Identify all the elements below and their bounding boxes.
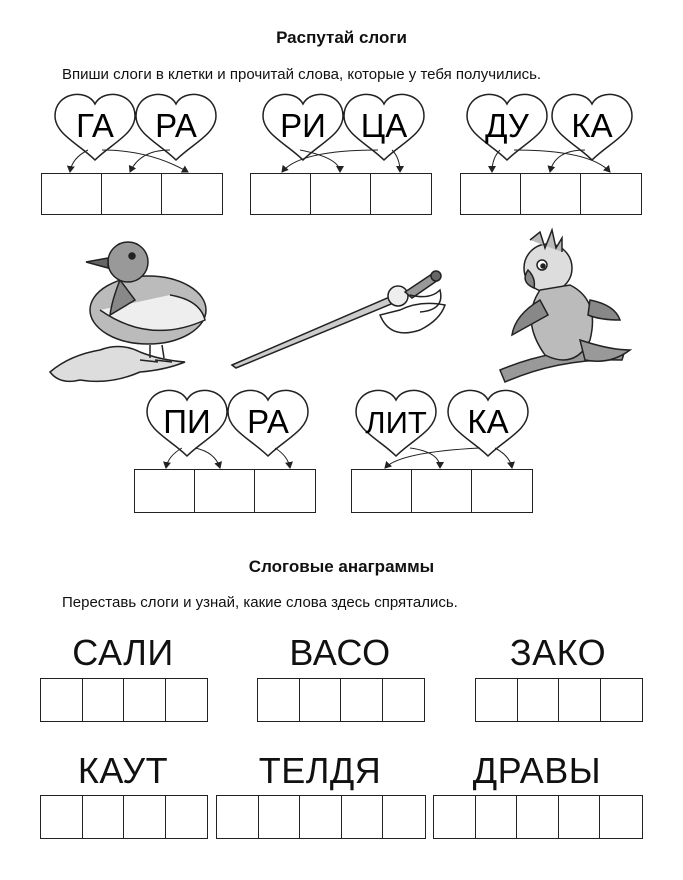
puzzle-2: [263, 94, 424, 172]
syllable: ГА: [76, 107, 114, 144]
answer-cell[interactable]: [195, 470, 255, 512]
anagram-cells-6[interactable]: [433, 795, 643, 839]
answer-cell[interactable]: [251, 174, 311, 214]
anagram-word: КАУТ: [77, 750, 169, 791]
section2-title: Слоговые анаграммы: [248, 557, 435, 576]
section1-title: Распутай слоги: [276, 28, 407, 47]
anagram-cells-2[interactable]: [257, 678, 425, 722]
anagram-word: ТЕЛДЯ: [258, 750, 382, 791]
puzzle-3: [467, 94, 632, 172]
answer-cell[interactable]: [311, 174, 371, 214]
syllable: КА: [571, 107, 613, 144]
anagram-cells-1[interactable]: [40, 678, 208, 722]
answer-cell[interactable]: [166, 796, 208, 838]
anagram-cells-3[interactable]: [475, 678, 643, 722]
answer-cell[interactable]: [581, 174, 641, 214]
answer-cell[interactable]: [518, 679, 560, 721]
answer-cell[interactable]: [434, 796, 476, 838]
answer-cell[interactable]: [476, 679, 518, 721]
duck-icon: [50, 242, 206, 381]
answer-cell[interactable]: [600, 796, 642, 838]
answer-cell[interactable]: [476, 796, 518, 838]
answer-cell[interactable]: [461, 174, 521, 214]
answer-cell[interactable]: [383, 796, 425, 838]
answer-cell[interactable]: [341, 679, 383, 721]
anagram-word: САЛИ: [72, 632, 174, 673]
puzzle-4: [147, 390, 308, 468]
answer-cell[interactable]: [371, 174, 431, 214]
syllable: КА: [467, 403, 509, 440]
answer-cells-4[interactable]: [134, 469, 316, 513]
answer-cell[interactable]: [383, 679, 425, 721]
answer-cell[interactable]: [102, 174, 162, 214]
answer-cell[interactable]: [162, 174, 222, 214]
answer-cell[interactable]: [472, 470, 532, 512]
answer-cell[interactable]: [124, 796, 166, 838]
answer-cell[interactable]: [352, 470, 412, 512]
anagram-cells-5[interactable]: [216, 795, 426, 839]
answer-cell[interactable]: [41, 679, 83, 721]
answer-cell[interactable]: [300, 796, 342, 838]
answer-cell[interactable]: [342, 796, 384, 838]
answer-cell[interactable]: [255, 470, 315, 512]
anagram-word: ДРАВЫ: [472, 750, 602, 791]
puzzle-1: [55, 94, 216, 172]
syllable: ЦА: [360, 107, 408, 144]
syllable: ДУ: [485, 107, 529, 144]
answer-cell[interactable]: [217, 796, 259, 838]
answer-cells-5[interactable]: [351, 469, 533, 513]
answer-cell[interactable]: [83, 796, 125, 838]
puzzle-5: [356, 390, 528, 468]
answer-cell[interactable]: [83, 679, 125, 721]
syllable: РА: [247, 403, 289, 440]
answer-cell[interactable]: [412, 470, 472, 512]
answer-cells-3[interactable]: [460, 173, 642, 215]
answer-cell[interactable]: [135, 470, 195, 512]
section1-instruction: Впиши слоги в клетки и прочитай слова, которые у тебя получились.: [62, 66, 542, 83]
answer-cell[interactable]: [259, 796, 301, 838]
syllable: РА: [155, 107, 197, 144]
answer-cell[interactable]: [124, 679, 166, 721]
anagram-cells-4[interactable]: [40, 795, 208, 839]
anagram-word: ВАСО: [289, 632, 391, 673]
answer-cell[interactable]: [42, 174, 102, 214]
answer-cell[interactable]: [559, 679, 601, 721]
section2-instruction: Переставь слоги и узнай, какие слова здесь спрятались.: [62, 594, 458, 611]
answer-cell[interactable]: [300, 679, 342, 721]
answer-cell[interactable]: [559, 796, 601, 838]
rapier-icon: [232, 271, 445, 368]
answer-cells-1[interactable]: [41, 173, 223, 215]
answer-cells-2[interactable]: [250, 173, 432, 215]
answer-cell[interactable]: [517, 796, 559, 838]
answer-cell[interactable]: [258, 679, 300, 721]
anagram-word: ЗАКО: [509, 632, 607, 673]
answer-cell[interactable]: [521, 174, 581, 214]
syllable: РИ: [280, 107, 326, 144]
parrot-icon: [500, 230, 630, 382]
answer-cell[interactable]: [601, 679, 643, 721]
syllable: ПИ: [163, 403, 211, 440]
answer-cell[interactable]: [166, 679, 208, 721]
answer-cell[interactable]: [41, 796, 83, 838]
syllable: ЛИТ: [365, 405, 427, 440]
